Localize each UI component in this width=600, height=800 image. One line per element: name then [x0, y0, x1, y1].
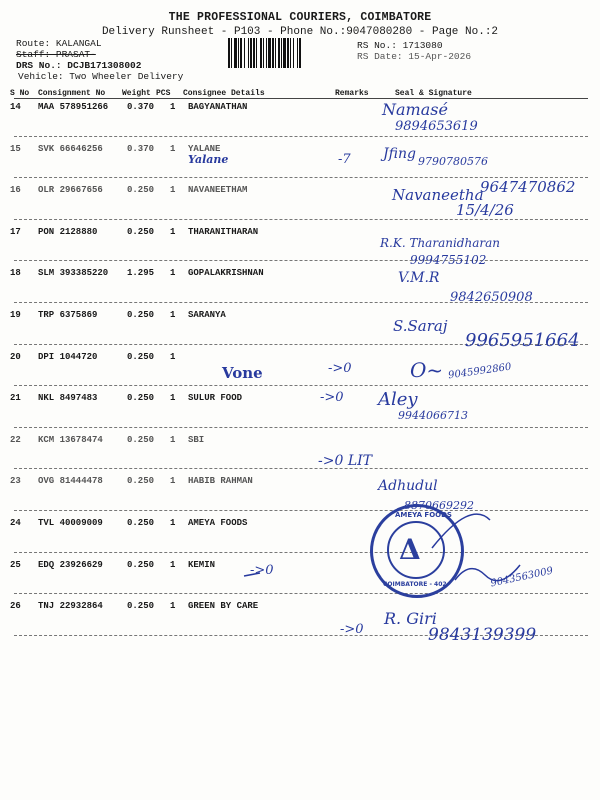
signature: Namasé	[382, 100, 448, 119]
consignment-number: OLR 29667656	[38, 185, 103, 195]
signature: V.M.R	[398, 270, 440, 286]
consignment-number: TVL 40009009	[38, 518, 103, 528]
vehicle-label: Vehicle: Two Wheeler Delivery	[18, 71, 184, 82]
seal-top-text: AMEYA FOODS	[395, 511, 452, 519]
handwritten-remark: ->0 LIT	[318, 453, 372, 469]
col-remarks: Remarks	[335, 89, 369, 98]
signature: O~	[410, 358, 444, 382]
col-consignee: Consignee Details	[183, 89, 265, 98]
signature: Adhudul	[378, 478, 438, 494]
row-sno: 22	[10, 435, 21, 445]
row-weight: 1.295	[127, 268, 155, 278]
row-sno: 23	[10, 476, 21, 486]
handwritten-date: 15/4/26	[456, 201, 514, 219]
consignment-number: TRP 6375869	[38, 310, 98, 320]
consignee-name: YALANE	[188, 144, 221, 154]
pen-stroke	[244, 573, 260, 576]
consignee-name: THARANITHARAN	[188, 227, 259, 237]
consignment-number: EDQ 23926629	[38, 560, 103, 570]
consignee-name: GOPALAKRISHNAN	[188, 268, 264, 278]
signature: Jfing	[383, 146, 416, 162]
consignment-number: SLM 393385220	[38, 268, 109, 278]
col-consignment: Consignment No	[38, 89, 106, 98]
row-pcs: 1	[170, 518, 176, 528]
handwritten-phone: 9045992860	[447, 361, 513, 382]
handwritten-name: Yalane	[188, 153, 229, 166]
handwritten-name: R.K. Tharanidharan	[380, 236, 500, 250]
row-pcs: 1	[170, 601, 176, 611]
row-pcs: 1	[170, 310, 176, 320]
handwritten-phone: 9894653619	[395, 119, 478, 134]
consignment-number: KCM 13678474	[38, 435, 103, 445]
row-pcs: 1	[170, 144, 176, 154]
handwritten-phone: 9965951664	[465, 330, 580, 351]
row-pcs: 1	[170, 185, 176, 195]
col-pcs: PCS	[156, 89, 171, 98]
staff-label: Staff: PRASAT-	[16, 49, 96, 60]
row-weight: 0.250	[127, 435, 155, 445]
row-pcs: 1	[170, 393, 176, 403]
consignee-name: AMEYA FOODS	[188, 518, 248, 528]
row-sno: 24	[10, 518, 21, 528]
handwritten-phone: 8870669292	[404, 499, 474, 512]
row-weight: 0.250	[127, 518, 155, 528]
runsheet-subtitle: Delivery Runsheet - P103 - Phone No.:9047080280 - Page No.:2	[101, 26, 499, 38]
signature: Navaneetha	[392, 186, 484, 204]
handwritten-phone: 9043563009	[489, 565, 555, 590]
row-sno: 26	[10, 601, 21, 611]
row-weight: 0.250	[127, 560, 155, 570]
col-weight: Weight	[122, 89, 151, 98]
row-weight: 0.250	[127, 476, 155, 486]
consignee-name: SBI	[188, 435, 205, 445]
pen-stroke	[455, 565, 520, 581]
handwritten-phone: 9790780576	[418, 155, 488, 168]
consignment-number: PON 2128880	[38, 227, 98, 237]
row-pcs: 1	[170, 268, 176, 278]
handwritten-phone: 9994755102	[410, 253, 487, 267]
seal-bottom-text: COIMBATORE - 402	[383, 581, 447, 588]
row-pcs: 1	[170, 476, 176, 486]
pen-stroke	[432, 514, 490, 548]
row-pcs: 1	[170, 102, 176, 112]
consignee-name: SARANYA	[188, 310, 226, 320]
consignment-number: NKL 8497483	[38, 393, 98, 403]
row-sno: 14	[10, 102, 21, 112]
row-weight: 0.250	[127, 352, 155, 362]
col-sno: S No	[10, 89, 30, 98]
row-sno: 17	[10, 227, 21, 237]
consignment-number: DPI 1044720	[38, 352, 98, 362]
seal-logo-icon: Δ	[399, 533, 421, 566]
company-title: THE PROFESSIONAL COURIERS, COIMBATORE	[168, 11, 432, 24]
signature: Aley	[378, 389, 418, 410]
row-weight: 0.370	[127, 102, 155, 112]
handwritten-remark: ->0	[340, 622, 364, 637]
row-pcs: 1	[170, 352, 176, 362]
signature: S.Saraj	[393, 317, 448, 335]
route-label: Route: KALANGAL	[16, 38, 102, 49]
signature: R. Giri	[384, 609, 437, 628]
consignee-name: HABIB RAHMAN	[188, 476, 253, 486]
row-sno: 21	[10, 393, 21, 403]
handwritten-remark: ->0	[250, 563, 274, 578]
handwritten-phone: 9944066713	[398, 409, 468, 422]
row-sno: 18	[10, 268, 21, 278]
consignment-number: MAA 578951266	[38, 102, 109, 112]
consignment-number: SVK 66646256	[38, 144, 103, 154]
row-pcs: 1	[170, 435, 176, 445]
row-weight: 0.370	[127, 144, 155, 154]
consignee-name: NAVANEETHAM	[188, 185, 248, 195]
consignment-number: OVG 81444478	[38, 476, 103, 486]
handwritten-phone: 9843139399	[428, 625, 537, 645]
row-sno: 16	[10, 185, 21, 195]
consignee-name: GREEN BY CARE	[188, 601, 259, 611]
handwritten-remark: -7	[338, 152, 351, 167]
row-pcs: 1	[170, 227, 176, 237]
row-weight: 0.250	[127, 393, 155, 403]
row-weight: 0.250	[127, 185, 155, 195]
rs-date: RS Date: 15-Apr-2026	[357, 51, 472, 62]
row-sno: 20	[10, 352, 21, 362]
handwritten-remark: ->0	[320, 390, 344, 405]
consignee-name: SULUR FOOD	[188, 393, 243, 403]
consignee-name: BAGYANATHAN	[188, 102, 248, 112]
drs-number: DRS No.: DCJB171308002	[16, 60, 142, 71]
consignee-name: KEMIN	[188, 560, 216, 570]
row-sno: 25	[10, 560, 21, 570]
row-weight: 0.250	[127, 227, 155, 237]
consignment-number: TNJ 22932864	[38, 601, 103, 611]
row-weight: 0.250	[127, 601, 155, 611]
row-sno: 15	[10, 144, 21, 154]
row-sno: 19	[10, 310, 21, 320]
col-seal-signature: Seal & Signature	[395, 89, 472, 98]
handwritten-phone: 9842650908	[450, 290, 533, 305]
handwritten-name: Vone	[222, 364, 263, 382]
row-pcs: 1	[170, 560, 176, 570]
handwritten-remark: ->0	[328, 361, 352, 376]
rs-number: RS No.: 1713080	[357, 40, 443, 51]
handwritten-phone: 9647470862	[480, 178, 576, 196]
row-weight: 0.250	[127, 310, 155, 320]
